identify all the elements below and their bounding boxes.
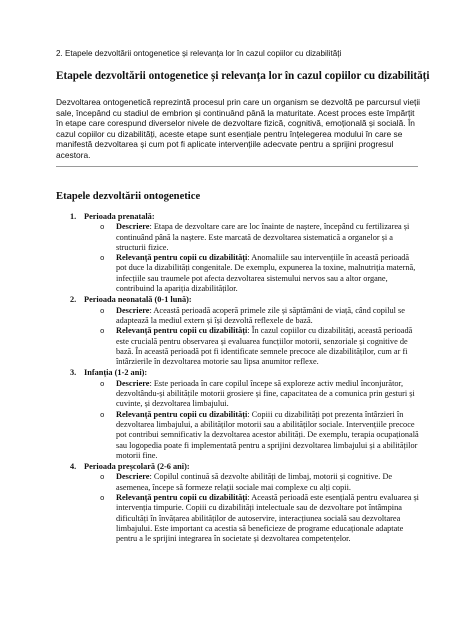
item-label: Relevanță pentru copii cu dizabilități xyxy=(116,493,248,503)
stage-infancy xyxy=(56,368,420,461)
list-item xyxy=(84,379,420,410)
list-item xyxy=(84,306,420,327)
stages-list xyxy=(56,212,420,545)
list-item xyxy=(84,410,420,461)
document-title: Etapele dezvoltării ontogenetice și relevanța lor în cazul copiilor cu dizabilități xyxy=(56,70,430,82)
item-text: : Etapa de dezvoltare care are loc înainte de naștere, începând cu fertilizarea și continuând până la naștere. Este marcată de dezvoltarea sistematică a organelor și a structurii fizice. xyxy=(116,222,410,252)
list-item xyxy=(84,493,420,544)
section-title: Etapele dezvoltării ontogenetice xyxy=(56,191,201,202)
stage-number: 3. xyxy=(70,368,77,378)
list-item xyxy=(84,326,420,367)
stage-number: 4. xyxy=(70,462,77,472)
item-label: Relevanță pentru copii cu dizabilități xyxy=(116,409,248,419)
bullet-icon: o xyxy=(100,222,105,232)
item-text: : Această perioadă este esențială pentru evaluarea și intervenția timpurie. Copiii cu dizabilități intelectuale sau de dezvoltare pot întâmpina dificultăți în învățarea abilităților de autoservire, interacțiunea socială sau dezvoltarea limbajului. Este important ca acestia să beneficieze de programe educaționale adaptate pentru a le sprijini integrarea în societate și dezvoltarea competențelor. xyxy=(116,493,419,544)
bullet-icon: o xyxy=(100,326,105,336)
list-item xyxy=(84,472,420,493)
intro-paragraph: Dezvoltarea ontogenetică reprezintă procesul prin care un organism se dezvoltă pe parcursul vieții sale, începând cu stadiul de embrion și continuând până la maturitate. Acest proces este împărțit în etape care corespund diverselor nivele de dezvoltare fizică, cognitivă, emoțională și socială. În cazul copiilor cu dizabilități, aceste etape sunt esențiale pentru înțelegerea modului în care se manifestă dezvoltarea și cum pot fi aplicate intervențiile adecvate pentru a sprijini progresul acestora. xyxy=(56,97,421,160)
stage-label: Infanția (1-2 ani): xyxy=(84,368,148,378)
item-label: Descriere xyxy=(116,472,150,482)
stage-neonatal xyxy=(56,295,420,367)
stage-number: 1. xyxy=(70,212,77,221)
item-text: : Anomaliile sau intervențiile în această perioadă pot duce la dizabilități congenitale. De exemplu, expunerea la toxine, malnutriția maternă, infecțiile sau traumele pot afecta dezvoltarea sistemului nervos sau a altor organe, contribuind la apariția dizabilităților. xyxy=(116,253,416,294)
list-item xyxy=(84,222,420,253)
item-label: Descriere xyxy=(116,222,150,232)
bullet-icon: o xyxy=(100,493,105,503)
bullet-icon: o xyxy=(100,409,105,419)
bullet-icon: o xyxy=(100,472,105,482)
stage-prenatal xyxy=(56,212,420,294)
stage-label: Perioada prenatală: xyxy=(84,212,155,221)
stage-label: Perioada preșcolară (2-6 ani): xyxy=(84,462,190,472)
bullet-icon: o xyxy=(100,305,105,315)
bullet-icon: o xyxy=(100,253,105,263)
item-text: : Această perioadă acoperă primele zile și săptămâni de viață, când copilul se adaptează la mediul extern și își dezvoltă reflexele de bază. xyxy=(116,305,405,325)
document-caption: 2. Etapele dezvoltării ontogenetice și relevanța lor în cazul copiilor cu dizabilități xyxy=(56,49,342,58)
item-text: : Este perioada în care copilul începe să exploreze activ mediul înconjurător, dezvoltându-și abilitățile motorii grosiere și fine, capacitatea de a comunica prin gesturi și cuvinte, și dezvoltarea limbajului. xyxy=(116,378,415,409)
item-label: Relevanță pentru copii cu dizabilități xyxy=(116,253,248,263)
bullet-icon: o xyxy=(100,378,105,388)
stage-number: 2. xyxy=(70,295,77,305)
stage-label: Perioada neonatală (0-1 lună): xyxy=(84,295,192,305)
item-text: : Copiii cu dizabilități pot prezenta întârzieri în dezvoltarea limbajului, a abilităților motorii sau a abilităților sociale. Intervențiile precoce pot contribui semnificativ la dezvoltarea acestor abilități. De exemplu, terapia ocupațională sau logopedia poate fi implementată pentru a sprijini dezvoltarea limbajului și a abilităților motorii fine. xyxy=(116,409,419,460)
list-item xyxy=(84,253,420,294)
item-label: Descriere xyxy=(116,378,150,388)
stage-preschool xyxy=(56,462,420,544)
horizontal-divider xyxy=(56,166,418,167)
item-text: : Copilul continuă să dezvolte abilități de limbaj, motorii și cognitive. De asemenea, începe să formeze relații sociale mai complexe cu alți copii. xyxy=(116,472,393,492)
item-text: : În cazul copiilor cu dizabilități, această perioadă este crucială pentru observarea și evaluarea funcțiilor motorii, senzoriale și cognitive de bază. În această perioadă pot fi identificate semnele precoce ale dizabilităților, cum ar fi întârzierile în dezvoltarea motorie sau lipsa anumitor reflexe. xyxy=(116,326,413,367)
item-label: Relevanță pentru copii cu dizabilități xyxy=(116,326,248,336)
item-label: Descriere xyxy=(116,305,150,315)
